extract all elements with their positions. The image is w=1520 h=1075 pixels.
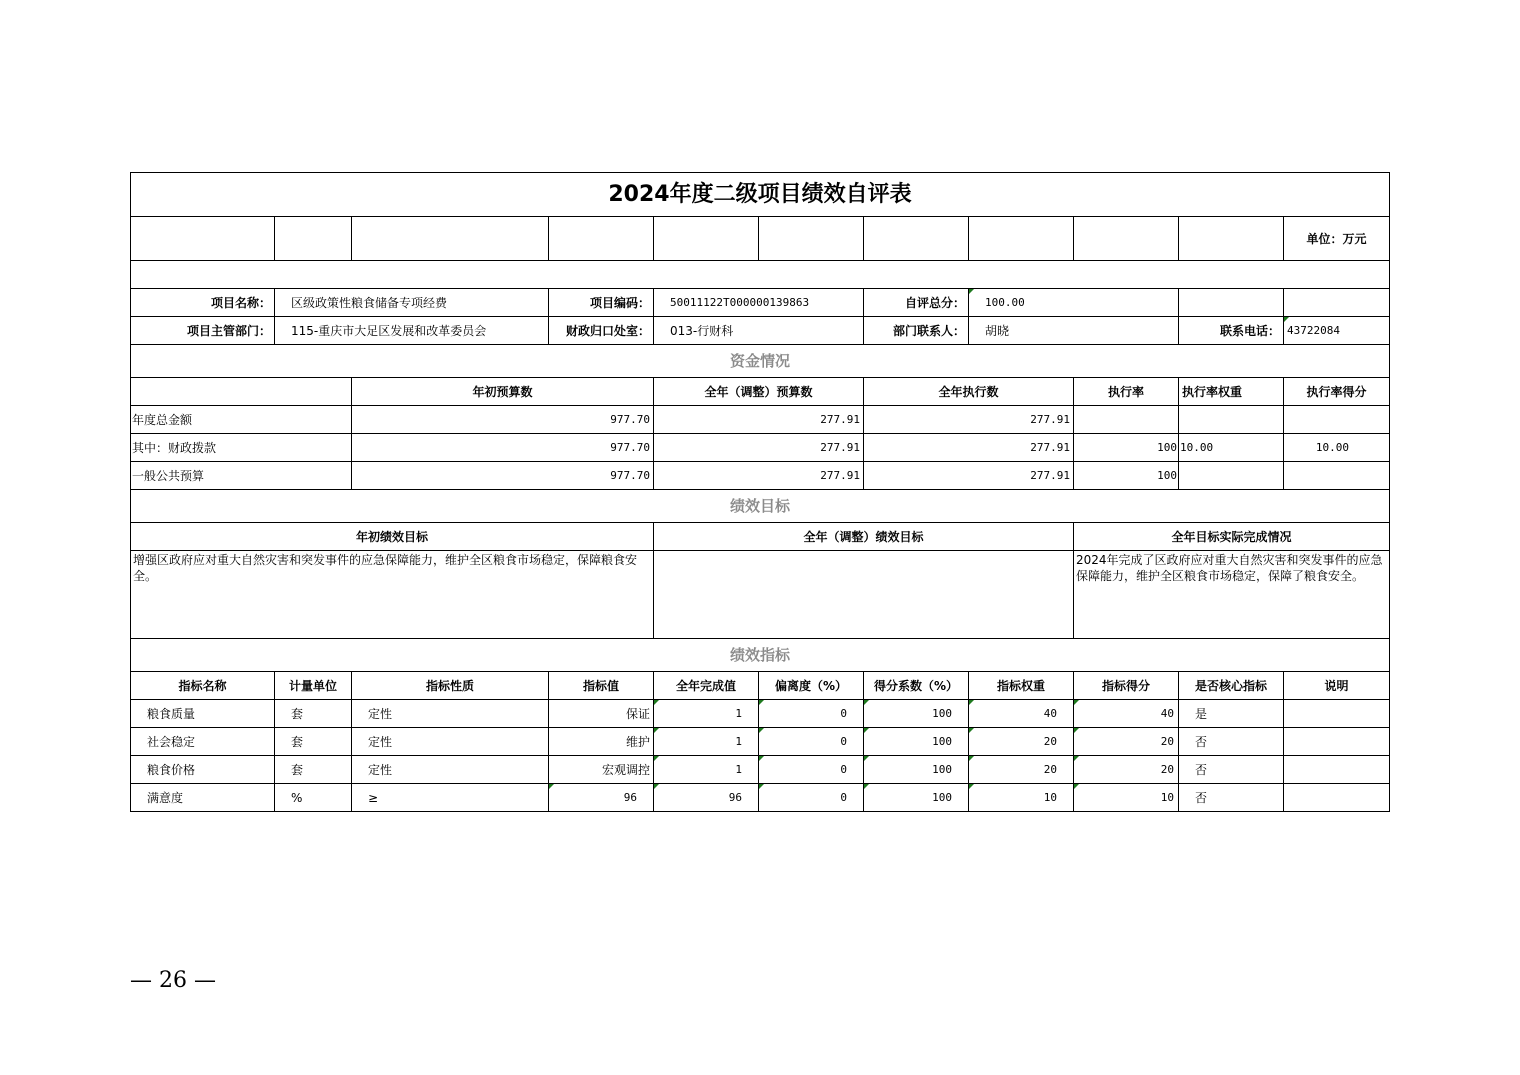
dept-label: 项目主管部门：	[131, 317, 275, 345]
funds-adjusted: 277.91	[654, 434, 864, 462]
indicator-unit: 套	[275, 756, 352, 784]
section-indicators: 绩效指标	[131, 639, 1390, 672]
funds-weight	[1179, 406, 1284, 434]
section-funds: 资金情况	[131, 345, 1390, 378]
funds-header: 年初预算数	[352, 378, 654, 406]
indicator-score: 20	[1074, 728, 1179, 756]
project-code-label: 项目编码：	[549, 289, 654, 317]
indicator-coef: 100	[864, 756, 969, 784]
indicator-note	[1284, 756, 1390, 784]
phone: 43722084	[1284, 317, 1390, 345]
indicator-header: 全年完成值	[654, 672, 759, 700]
funds-weight: 10.00	[1179, 434, 1284, 462]
info-row-1	[131, 289, 1390, 317]
funds-executed: 277.91	[864, 406, 1074, 434]
self-evaluation-table	[130, 172, 1390, 812]
indicator-header: 指标名称	[131, 672, 275, 700]
indicator-row	[131, 756, 1390, 784]
indicator-core: 是	[1179, 700, 1284, 728]
funds-score	[1284, 406, 1390, 434]
funds-row	[131, 434, 1390, 462]
indicator-target: 维护	[549, 728, 654, 756]
indicator-name: 满意度	[131, 784, 275, 812]
goals-content-row	[131, 551, 1390, 639]
funds-header: 全年执行数	[864, 378, 1074, 406]
indicator-header: 指标值	[549, 672, 654, 700]
indicator-unit: %	[275, 784, 352, 812]
indicator-note	[1284, 784, 1390, 812]
finance-office-label: 财政归口处室：	[549, 317, 654, 345]
indicator-header: 得分系数（%）	[864, 672, 969, 700]
indicator-core: 否	[1179, 728, 1284, 756]
funds-header: 执行率	[1074, 378, 1179, 406]
funds-executed: 277.91	[864, 462, 1074, 490]
funds-score	[1284, 462, 1390, 490]
indicator-header: 计量单位	[275, 672, 352, 700]
funds-adjusted: 277.91	[654, 462, 864, 490]
indicator-weight: 10	[969, 784, 1074, 812]
project-name: 区级政策性粮食储备专项经费	[275, 289, 549, 317]
contact: 胡晓	[969, 317, 1179, 345]
indicator-deviation: 0	[759, 728, 864, 756]
indicator-target: 保证	[549, 700, 654, 728]
finance-office: 013-行财科	[654, 317, 864, 345]
goal-initial: 增强区政府应对重大自然灾害和突发事件的应急保障能力，维护全区粮食市场稳定，保障粮食安全。	[131, 551, 654, 639]
funds-row-name: 年度总金额	[131, 406, 352, 434]
funds-header: 执行率得分	[1284, 378, 1390, 406]
funds-row-name: 一般公共预算	[131, 462, 352, 490]
indicator-core: 否	[1179, 756, 1284, 784]
page-number: — 26 —	[130, 968, 216, 993]
indicator-note	[1284, 728, 1390, 756]
indicator-unit: 套	[275, 700, 352, 728]
goals-header-row	[131, 523, 1390, 551]
funds-header: 执行率权重	[1179, 378, 1284, 406]
indicator-name: 粮食质量	[131, 700, 275, 728]
section-goals: 绩效目标	[131, 490, 1390, 523]
goals-header: 年初绩效目标	[131, 523, 654, 551]
indicator-core: 否	[1179, 784, 1284, 812]
indicator-nature: 定性	[352, 728, 549, 756]
contact-label: 部门联系人：	[864, 317, 969, 345]
funds-header: 全年（调整）预算数	[654, 378, 864, 406]
indicator-header: 是否核心指标	[1179, 672, 1284, 700]
indicator-note	[1284, 700, 1390, 728]
indicator-nature: ≥	[352, 784, 549, 812]
indicator-coef: 100	[864, 784, 969, 812]
indicator-row	[131, 728, 1390, 756]
indicator-weight: 20	[969, 756, 1074, 784]
indicator-actual: 96	[654, 784, 759, 812]
goal-adjusted	[654, 551, 1074, 639]
table-title: 2024年度二级项目绩效自评表	[131, 173, 1390, 217]
indicator-row	[131, 784, 1390, 812]
indicator-name: 社会稳定	[131, 728, 275, 756]
indicator-header: 指标权重	[969, 672, 1074, 700]
funds-initial: 977.70	[352, 434, 654, 462]
indicators-header-row	[131, 672, 1390, 700]
info-row-2	[131, 317, 1390, 345]
indicator-actual: 1	[654, 756, 759, 784]
phone-label: 联系电话：	[1179, 317, 1284, 345]
indicator-header: 说明	[1284, 672, 1390, 700]
indicator-deviation: 0	[759, 700, 864, 728]
funds-rate	[1074, 406, 1179, 434]
indicator-nature: 定性	[352, 756, 549, 784]
indicator-deviation: 0	[759, 756, 864, 784]
indicator-header: 指标得分	[1074, 672, 1179, 700]
funds-header-row	[131, 378, 1390, 406]
indicator-row	[131, 700, 1390, 728]
goal-actual: 2024年完成了区政府应对重大自然灾害和突发事件的应急保障能力，维护全区粮食市场稳定，保障了粮食安全。	[1074, 551, 1390, 639]
funds-row	[131, 462, 1390, 490]
self-score-label: 自评总分：	[864, 289, 969, 317]
indicator-score: 10	[1074, 784, 1179, 812]
indicator-name: 粮食价格	[131, 756, 275, 784]
indicator-nature: 定性	[352, 700, 549, 728]
funds-rate: 100	[1074, 434, 1179, 462]
funds-weight	[1179, 462, 1284, 490]
indicator-coef: 100	[864, 728, 969, 756]
project-name-label: 项目名称：	[131, 289, 275, 317]
spacer-row	[131, 261, 1390, 289]
indicator-target: 96	[549, 784, 654, 812]
indicator-deviation: 0	[759, 784, 864, 812]
indicator-actual: 1	[654, 700, 759, 728]
funds-row	[131, 406, 1390, 434]
self-score: 100.00	[969, 289, 1179, 317]
indicator-unit: 套	[275, 728, 352, 756]
indicator-score: 40	[1074, 700, 1179, 728]
goals-header: 全年目标实际完成情况	[1074, 523, 1390, 551]
funds-initial: 977.70	[352, 406, 654, 434]
indicator-target: 宏观调控	[549, 756, 654, 784]
indicator-header: 指标性质	[352, 672, 549, 700]
funds-score: 10.00	[1284, 434, 1390, 462]
goals-header: 全年（调整）绩效目标	[654, 523, 1074, 551]
unit-label: 单位：万元	[1284, 217, 1390, 261]
indicator-header: 偏离度（%）	[759, 672, 864, 700]
indicator-actual: 1	[654, 728, 759, 756]
project-code: 50011122T000000139863	[654, 289, 864, 317]
indicator-score: 20	[1074, 756, 1179, 784]
funds-initial: 977.70	[352, 462, 654, 490]
indicator-coef: 100	[864, 700, 969, 728]
funds-adjusted: 277.91	[654, 406, 864, 434]
funds-executed: 277.91	[864, 434, 1074, 462]
indicator-weight: 20	[969, 728, 1074, 756]
indicator-weight: 40	[969, 700, 1074, 728]
funds-row-name: 其中：财政拨款	[131, 434, 352, 462]
funds-rate: 100	[1074, 462, 1179, 490]
dept: 115-重庆市大足区发展和改革委员会	[275, 317, 549, 345]
